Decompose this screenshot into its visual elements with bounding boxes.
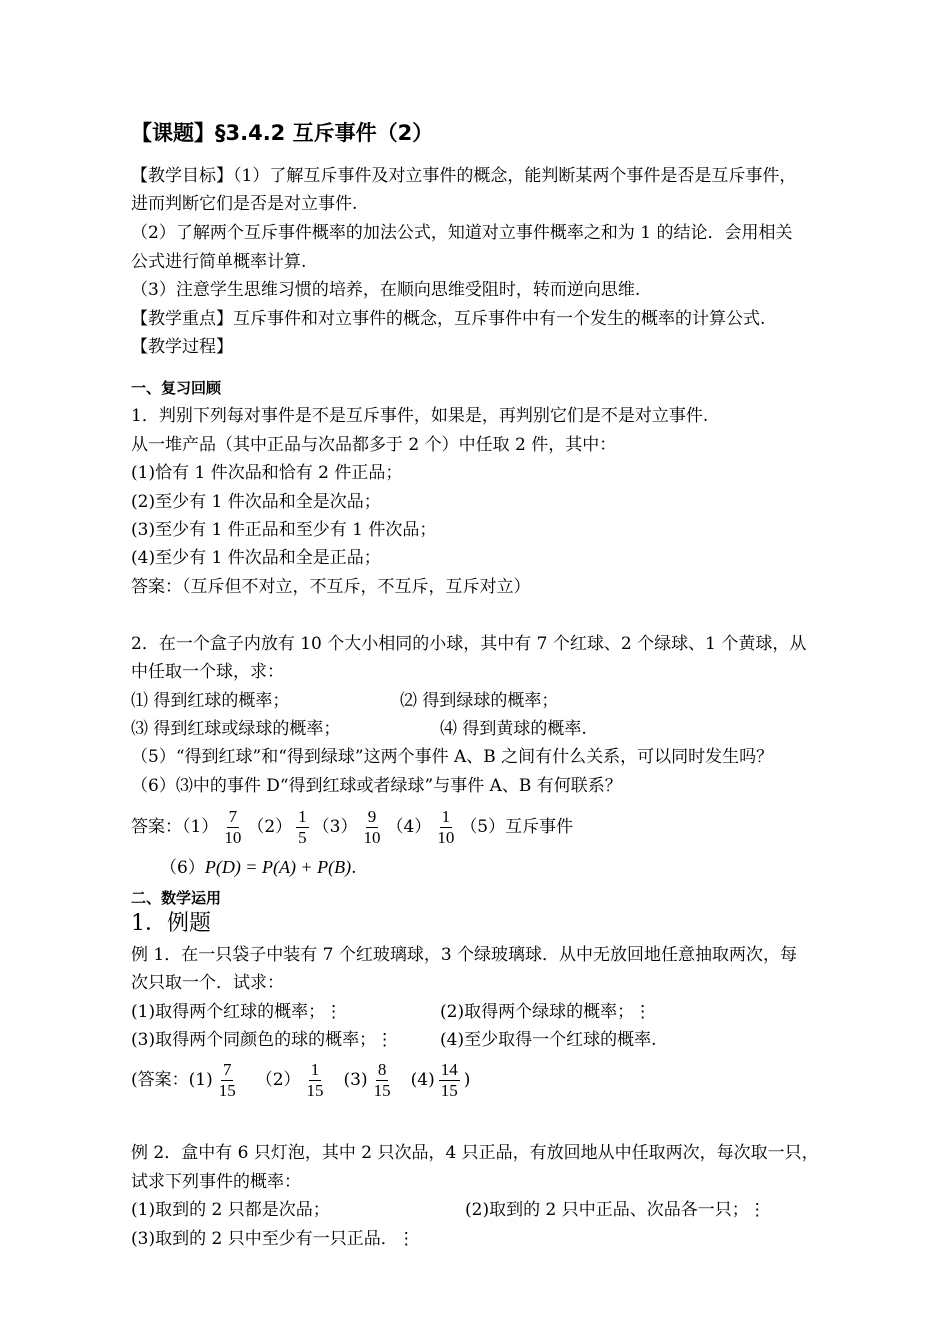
ex2-item-2: (2)取到的 2 只中正品、次品各一只；⋮ [465, 1200, 766, 1220]
answer-6-label: （6） [160, 858, 205, 878]
ex2-stem-2: 试求下列事件的概率： [131, 1172, 301, 1192]
ex1-item-2: (2)取得两个绿球的概率；⋮ [440, 1002, 652, 1022]
ex1-item-4: (4)至少取得一个红球的概率. [440, 1030, 657, 1050]
ex1-answer-row [131, 1056, 470, 1104]
goals-line-3: （2）了解两个互斥事件概率的加法公式，知道对立事件概率之和为 1 的结论．会用相关 [131, 223, 793, 243]
q2-answer-6 [160, 856, 356, 879]
q1-stem: 1．判别下列每对事件是不是互斥事件，如果是，再判别它们是不是对立事件. [131, 406, 709, 426]
q1-item-2: (2)至少有 1 件次品和全是次品； [131, 492, 381, 512]
q2-item-1: ⑴ 得到红球的概率； [131, 691, 290, 711]
ex1-item-3: (3)取得两个同颜色的球的概率；⋮ [131, 1030, 394, 1050]
fraction-answer-3: $\frac{9}{10}$ [363, 807, 381, 847]
goals-line-2: 进而判断它们是否是对立事件. [131, 194, 358, 214]
formula-period: . [351, 858, 357, 878]
goals-line-4: 公式进行简单概率计算. [131, 252, 307, 272]
q2-item-2: ⑵ 得到绿球的概率； [400, 691, 559, 711]
q2-item-4: ⑷ 得到黄球的概率. [440, 719, 587, 739]
q1-item-1: (1)恰有 1 件次品和恰有 2 件正品； [131, 463, 403, 483]
ex1-fraction-1: $\frac{7}{15}$ [218, 1060, 236, 1100]
answer-2-label: （2） [247, 817, 293, 837]
process-heading: 【教学过程】 [131, 337, 233, 357]
q1-answer: 答案：（互斥但不对立，不互斥，不互斥，互斥对立） [131, 577, 531, 597]
ex1-answer-label: (答案：(1) [131, 1070, 213, 1090]
ex1-fraction-2: $\frac{1}{15}$ [306, 1060, 324, 1100]
answer-label: 答案： [131, 817, 182, 837]
answer-5: （5）互斥事件 [460, 817, 574, 837]
q2-stem-1: 2．在一个盒子内放有 10 个大小相同的小球，其中有 7 个红球、2 个绿球、1 个黄球，从 [131, 634, 807, 654]
key-points-line: 【教学重点】互斥事件和对立事件的概念，互斥事件中有一个发生的概率的计算公式. [131, 309, 766, 329]
ex1-answer-4-label: (4) [410, 1070, 435, 1090]
answer-1-label: （1） [182, 817, 219, 837]
ex1-stem-2: 次只取一个．试求： [131, 973, 284, 993]
ex1-stem-1: 例 1．在一只袋子中装有 7 个红玻璃球，3 个绿玻璃球．从中无放回地任意抽取两次，每 [131, 945, 798, 965]
fraction-answer-2: $\frac{1}{5}$ [298, 807, 307, 847]
probability-formula: P(D) = P(A) + P(B) [204, 857, 352, 877]
ex2-item-1: (1)取到的 2 只都是次品； [131, 1200, 330, 1220]
q2-item-3: ⑶ 得到红球或绿球的概率； [131, 719, 341, 739]
ex1-answer-2-label: （2） [255, 1070, 301, 1090]
q2-answer-row [131, 803, 573, 851]
ex1-answer-close: ) [463, 1070, 471, 1090]
goals-line-1: 【教学目标】（1）了解互斥事件及对立事件的概念，能判断某两个事件是否是互斥事件， [131, 166, 797, 186]
q2-stem-2: 中任取一个球，求： [131, 662, 284, 682]
examples-subheading: 1．例题 [131, 911, 211, 936]
q1-context: 从一堆产品（其中正品与次品都多于 2 个）中任取 2 件，其中： [131, 435, 617, 455]
ex1-fraction-3: $\frac{8}{15}$ [373, 1060, 391, 1100]
ex1-answer-3-label: (3) [343, 1070, 368, 1090]
q1-item-4: (4)至少有 1 件次品和全是正品； [131, 548, 381, 568]
ex1-item-1: (1)取得两个红球的概率；⋮ [131, 1002, 343, 1022]
ex2-item-3: (3)取到的 2 只中至少有一只正品．⋮ [131, 1229, 415, 1249]
section-review-heading: 一、复习回顾 [131, 379, 222, 397]
goals-line-5: （3）注意学生思维习惯的培养，在顺向思维受阻时，转而逆向思维. [131, 280, 641, 300]
ex1-fraction-4: $\frac{14}{15}$ [440, 1060, 458, 1100]
answer-3-label: （3） [312, 817, 358, 837]
q2-item-6: （6）⑶中的事件 D“得到红球或者绿球”与事件 A、B 有何联系？ [131, 776, 622, 796]
q1-item-3: (3)至少有 1 件正品和至少有 1 件次品； [131, 520, 437, 540]
ex2-stem-1: 例 2．盒中有 6 只灯泡，其中 2 只次品，4 只正品，有放回地从中任取两次，每次取一只， [131, 1143, 819, 1163]
section-application-heading: 二、数学运用 [131, 889, 222, 907]
answer-4-label: （4） [386, 817, 432, 837]
fraction-answer-1: $\frac{7}{10}$ [224, 807, 242, 847]
lesson-title: 【课题】§3.4.2 互斥事件（2） [131, 121, 434, 145]
q2-item-5: （5）“得到红球”和“得到绿球”这两个事件 A、B 之间有什么关系，可以同时发生吗？ [131, 747, 774, 767]
fraction-answer-4: $\frac{1}{10}$ [437, 807, 455, 847]
